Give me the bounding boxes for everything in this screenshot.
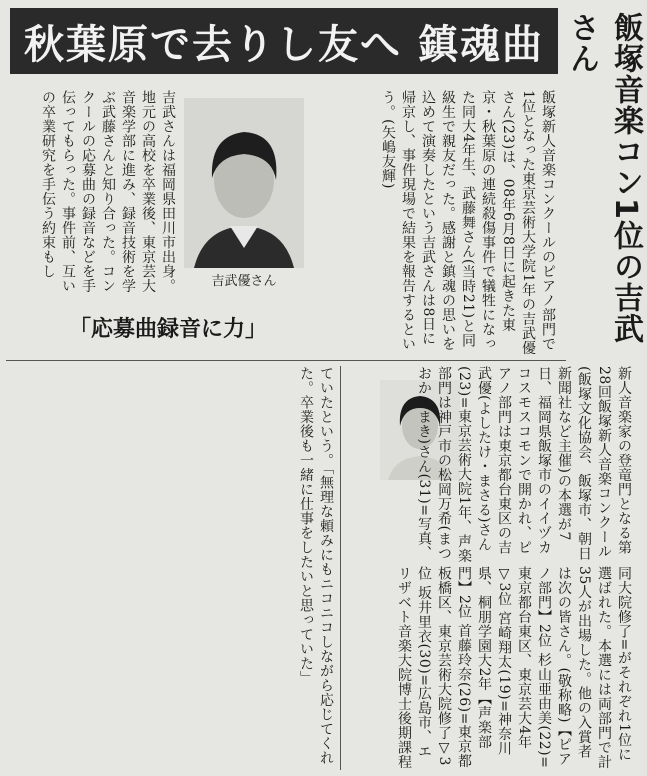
lead-paragraph: 飯塚新人音楽コンクールのピアノ部門で1位となった東京芸術大学院1年の吉武優さん(23)は、08年6月8日に起きた東京・秋葉原の連続殺傷事件で犠牲になった同大4年生、武藤舞さん(当時21)と同級生で親友だった。感謝と鎮魂の思いを込めて演奏したという吉武さんは8日に帰京し、事件現場で結果を報告するという。(矢嶋友輝) — [380, 90, 556, 356]
subheadline-text: 飯塚音楽コン1位の吉武さん — [564, 12, 643, 344]
photo-caption: 吉武優さん — [211, 274, 277, 289]
story-column-b: ていたという。「無理な頼みにもニコニコしながら応じてくれた。卒業後も一緒に仕事をしたいと思っていた」 — [298, 366, 334, 765]
photo-yoshitake — [184, 98, 304, 268]
divider — [6, 360, 566, 361]
subheadline — [564, 12, 643, 352]
headline-banner: 秋葉原で去りし友へ 鎮魂曲 — [10, 8, 558, 74]
results-divider — [340, 366, 341, 770]
story-column-a: 吉武さんは福岡県田川市出身。地元の高校を卒業後、東京芸大音楽学部に進み、録音技術を学ぶ武藤さんと知り合った。コンクールの応募曲の録音などを手伝ってもらった。事件前、互いの卒業研究を手伝う約束もし — [40, 90, 176, 293]
results-column-a: 新人音楽家の登竜門となる第28回飯塚新人音楽コンクール(飯塚文化協会、飯塚市、朝日新聞社など主催)の本選が7日、福岡県飯塚市のイイヅカコスモスコモンで開かれ、ピアノ部門は東京都台東区の吉武優(よしたけ・まさる)さん(23)=東京芸術大院1年、声楽部門は神戸市の松岡万希(まつおか・まき)さん(31)=写真、 — [416, 366, 632, 564]
results-column-b: 同大院修了=がそれぞれ1位に選ばれた。本選には両部門で計35人が出場した。他の入賞者は次の皆さん。(敬称略)【ピアノ部門】2位 杉山亜由美(22)=東京都台東区、東京芸大4年▽3位 宮崎翔太(19)=神奈川県、桐朋学園大2年【声楽部門】2位 首藤玲奈(26)=東京都板橋区、東京芸術大院修了▽3位 坂井里衣(30)=広島市、エリザベト音楽大院博士後期課程 — [396, 566, 632, 769]
pull-quote: 「応募曲録音に力」 — [68, 317, 267, 342]
